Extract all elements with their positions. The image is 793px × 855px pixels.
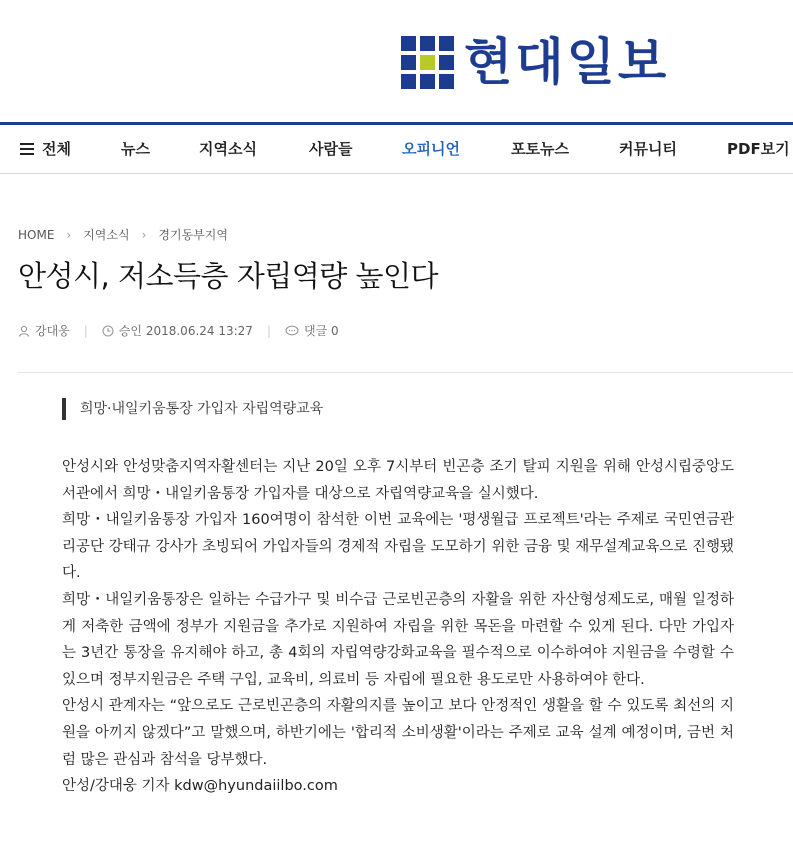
nav-all-label: 전체 bbox=[42, 140, 71, 158]
nav-all-button[interactable] bbox=[20, 125, 71, 174]
article-body bbox=[62, 454, 734, 800]
article-title: 안성시, 저소득층 자립역량 높인다 bbox=[18, 259, 439, 293]
clock-icon bbox=[102, 325, 114, 337]
breadcrumb bbox=[18, 226, 228, 243]
breadcrumb-home[interactable]: HOME bbox=[18, 228, 55, 242]
author-name[interactable]: 강대웅 bbox=[35, 324, 70, 338]
meta-divider: | bbox=[83, 323, 88, 338]
article-meta bbox=[18, 322, 339, 339]
article-subtitle: 희망·내일키움통장 가입자 자립역량교육 bbox=[62, 398, 323, 420]
nav-item-news[interactable]: 뉴스 bbox=[121, 140, 150, 158]
logo-text: 현대일보 bbox=[464, 33, 670, 91]
paragraph: 희망・내일키움통장 가입자 160여명이 참석한 이번 교육에는 '평생월급 프로젝트'라는 주제로 국민연금관리공단 강태규 강사가 초빙되어 가입자들의 경제적 자립을 도모하기 위한 금융 및 재무설계교육으로 진행됐다. bbox=[62, 512, 734, 582]
nav-item-opinion[interactable]: 오피니언 bbox=[402, 140, 460, 158]
breadcrumb-section[interactable]: 지역소식 bbox=[83, 228, 130, 242]
nav-item-pdf[interactable]: PDF보기 bbox=[727, 140, 790, 158]
logo-mark-icon bbox=[401, 36, 454, 89]
nav-item-local[interactable]: 지역소식 bbox=[199, 140, 257, 158]
comment-count[interactable]: 댓글 0 bbox=[303, 324, 339, 338]
byline: 안성/강대웅 기자 kdw@hyundaiilbo.com bbox=[62, 778, 338, 795]
approved-time: 승인 2018.06.24 13:27 bbox=[118, 324, 253, 338]
hamburger-icon bbox=[20, 143, 34, 155]
breadcrumb-subsection[interactable]: 경기동부지역 bbox=[158, 228, 228, 242]
paragraph: 안성시와 안성맞춤지역자활센터는 지난 20일 오후 7시부터 빈곤층 조기 탈피 지원을 위해 안성시립중앙도서관에서 희망・내일키움통장 가입자를 대상으로 자립역량교육을 실시했다. bbox=[62, 459, 734, 502]
chevron-right-icon: › bbox=[66, 228, 72, 242]
nav-item-community[interactable]: 커뮤니티 bbox=[619, 140, 677, 158]
user-icon bbox=[18, 325, 30, 337]
main-nav bbox=[0, 122, 793, 174]
site-logo[interactable] bbox=[401, 32, 669, 92]
paragraph: 희망・내일키움통장은 일하는 수급가구 및 비수급 근로빈곤층의 자활을 위한 자산형성제도로, 매월 일정하게 저축한 금액에 정부가 지원금을 추가로 지원하여 자립을 위한 목돈을 마련할 수 있게 된다. 다만 가입자는 3년간 통장을 유지해야 하고, 총 4회의 자립역량강화교육을 필수적으로 이수하여야 지원금을 수령할 수 있으며 정부지원금은 주택 구입, 교육비, 의료비 등 자립에 필요한 용도로만 사용하여야 한다. bbox=[62, 591, 734, 688]
chevron-right-icon: › bbox=[141, 228, 147, 242]
nav-item-photo[interactable]: 포토뉴스 bbox=[511, 140, 569, 158]
nav-item-people[interactable]: 사람들 bbox=[309, 140, 353, 158]
comment-icon bbox=[285, 325, 299, 337]
paragraph: 안성시 관계자는 “앞으로도 근로빈곤층의 자활의지를 높이고 보다 안정적인 생활을 할 수 있도록 최선의 지원을 아끼지 않겠다”고 말했으며, 하반기에는 '합리적 소비생활'이라는 주제로 교육 설계 예정이며, 금번 처럼 많은 관심과 참석을 당부했다. bbox=[62, 698, 734, 768]
masthead bbox=[0, 0, 793, 122]
divider bbox=[18, 372, 793, 373]
meta-divider: | bbox=[266, 323, 271, 338]
